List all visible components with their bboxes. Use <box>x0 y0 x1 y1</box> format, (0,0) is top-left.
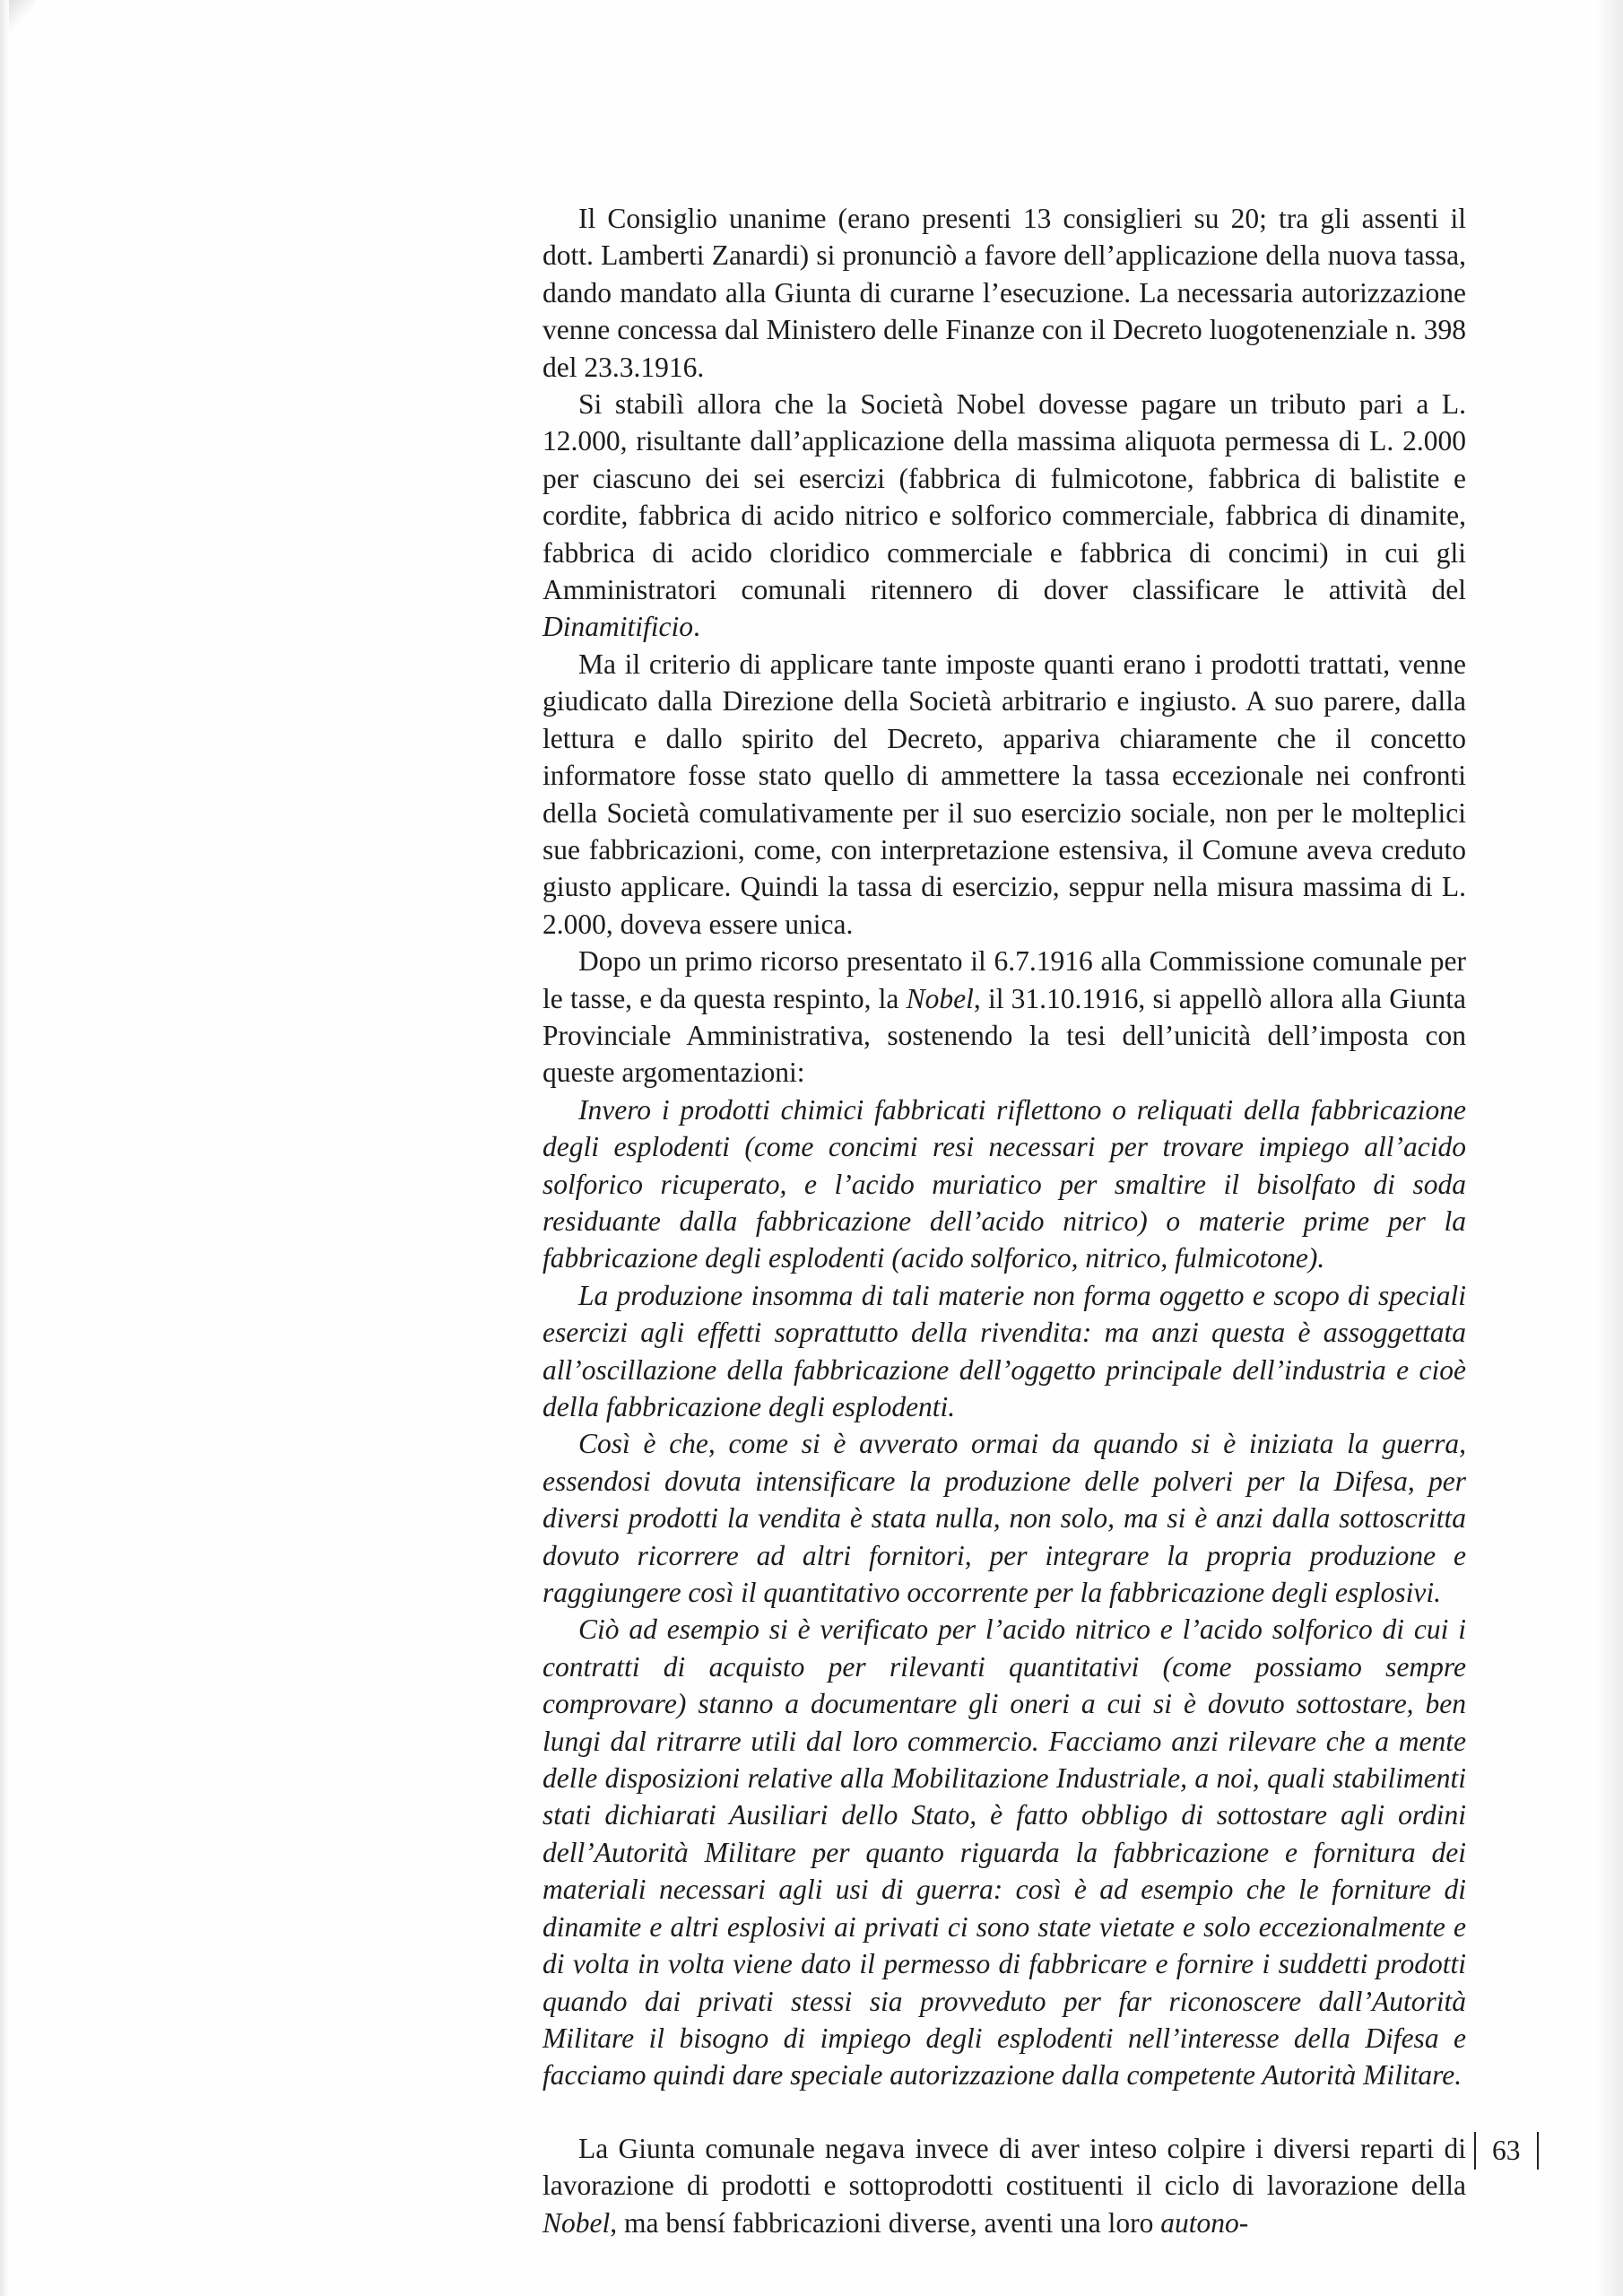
paragraph <box>542 2130 1466 2241</box>
text-run: Ma il criterio di applicare tante imposte quanti erano i prodotti trattati, venne giudicato dalla Direzione della Società arbitrario e ingiusto. A suo parere, dalla lettura e dallo spirito del Decreto, appariva chiaramente che il concetto informatore fosse stato quello di ammettere la tassa eccezionale nei confronti della Società comulativamente per il suo esercizio sociale, non per le molteplici sue fabbricazioni, come, con interpretazione estensiva, il Comune aveva creduto giusto applicare. Quindi la tassa di esercizio, seppur nella misura massima di L. 2.000, doveva essere unica. <box>542 648 1466 940</box>
text-run: Così è che, come si è avverato ormai da quando si è iniziata la guerra, essendosi dovuta intensificare la produzione delle polveri per la Difesa, per diversi prodotti la vendita è stata nulla, non solo, ma si è anzi dalla sottoscritta dovuto ricorrere ad altri fornitori, per integrare la propria produzione e raggiungere così il quantitativo occorrente per la fabbricazione degli esplosivi. <box>542 1428 1466 1609</box>
text-run: La Giunta comunale negava invece di aver inteso colpire i diversi reparti di lavorazione di prodotti e sottoprodotti costituenti il ciclo di lavorazione della <box>542 2132 1466 2202</box>
text-run: Ciò ad esempio si è verificato per l’acido nitrico e l’acido solforico di cui i contratti di acquisto per rilevanti quantitativi (come possiamo sempre comprovare) stanno a documentare gli oneri a cui si è dovuto sottostare, ben lungi dal ritrarre utili dal loro commercio. Facciamo anzi rilevare che a mente delle disposizioni relative alla Mobilitazione Industriale, a noi, quali stabilimenti stati dichiarati Ausiliari dello Stato, è fatto obbligo di sottostare agli ordini dell’Autorità Militare per quanto riguarda la fabbricazione e fornitura dei materiali necessari agli usi di guerra: così è ad esempio che le forniture di dinamite e altri esplosivi ai privati ci sono state vietate e solo eccezionalmente e di volta in volta viene dato il permesso di fabbricare e fornire i suddetti prodotti quando dai privati stessi sia provveduto per far riconoscere dall’Autorità Militare il bisogno di impiego degli esplodenti nell’interesse della Difesa e facciamo quindi dare speciale autorizzazione dalla competente Autorità Militare. <box>542 1613 1466 2092</box>
paragraph <box>542 386 1466 646</box>
emphasis-text: Nobel <box>906 982 974 1014</box>
quote-paragraph <box>542 1611 1466 2093</box>
quote-paragraph <box>542 1091 1466 1277</box>
page-number: 63 <box>1492 2135 1521 2166</box>
text-run: , ma bensí fabbricazioni diverse, aventi una loro <box>610 2206 1161 2239</box>
scan-edge-left <box>0 0 9 2296</box>
emphasis-text: Nobel <box>542 2206 611 2239</box>
text-run: , il 31.10.1916, si appellò allora alla Giunta Provinciale Amministrativa, sostenendo la tesi dell’unicità dell’imposta con queste argomentazioni: <box>542 982 1466 1089</box>
text-run: Invero i prodotti chimici fabbricati riflettono o reliquati della fabbricazione degli esplodenti (come concimi resi necessari per trovare impiego all’acido solforico ricuperato, e l’acido muriatico per smaltire il bisolfato di soda residuante dalla fabbricazione dell’acido nitrico) o materie prime per la fabbricazione degli esplodenti (acido solforico, nitrico, fulmicotone). <box>542 1093 1466 1274</box>
body-text <box>542 200 1466 2241</box>
paragraph <box>542 646 1466 943</box>
scan-edge-right <box>1596 0 1623 2296</box>
page-number-box <box>1474 2131 1539 2170</box>
text-run: Dopo un primo ricorso presentato il 6.7.1916 alla Commissione comunale per le tasse, e da questa respinto, la <box>542 945 1466 1014</box>
emphasis-text: Dinamitificio <box>542 611 693 643</box>
paragraph <box>542 943 1466 1091</box>
paragraph <box>542 200 1466 386</box>
text-run: Il Consiglio unanime (erano presenti 13 consiglieri su 20; tra gli assenti il dott. Lamberti Zanardi) si pronunciò a favore dell’applicazione della nuova tassa, dando mandato alla Giunta di curarne l’esecuzione. La necessaria autorizzazione venne concessa dal Ministero delle Finanze con il Decreto luogotenenziale n. 398 del 23.3.1916. <box>542 203 1466 383</box>
quote-paragraph <box>542 1425 1466 1611</box>
text-run: . <box>693 611 700 643</box>
quote-paragraph <box>542 1277 1466 1426</box>
page-number-rule-right <box>1537 2132 1539 2170</box>
text-run: Si stabilì allora che la Società Nobel dovesse pagare un tributo pari a L. 12.000, risultante dall’applicazione della massima aliquota permessa di L. 2.000 per ciascuno dei sei esercizi (fabbrica di fulmicotone, fabbrica di balistite e cordite, fabbrica di acido nitrico e solforico commerciale, fabbrica di dinamite, fabbrica di acido cloridico commerciale e fabbrica di concimi) in cui gli Amministratori comunali ritennero di dover classificare le attività del <box>542 388 1466 606</box>
emphasis-text: autono- <box>1160 2206 1249 2239</box>
text-run: La produzione insomma di tali materie non forma oggetto e scopo di speciali esercizi agli effetti soprattutto della rivendita: ma anzi questa è assoggettata all’oscillazione della fabbricazione dell’oggetto principale dell’industria e cioè della fabbricazione degli esplodenti. <box>542 1279 1466 1422</box>
